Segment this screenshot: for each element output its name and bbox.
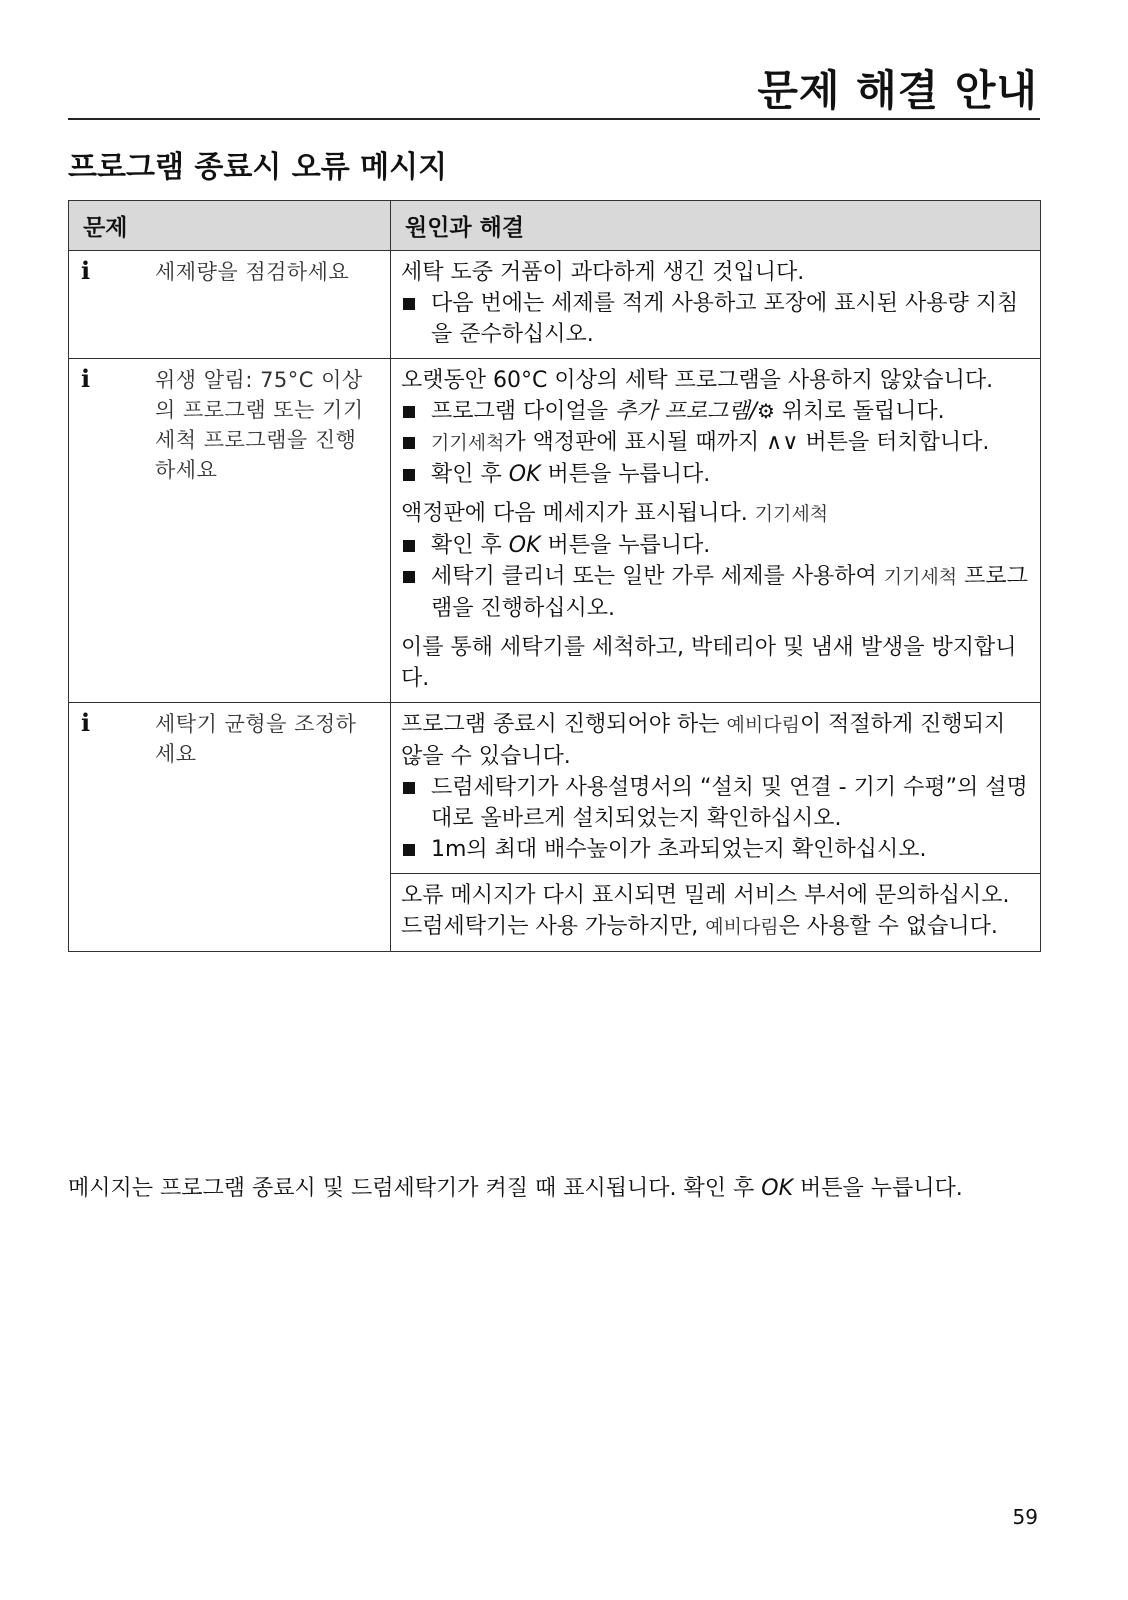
list-item: 확인 후 OK 버튼을 누릅니다. (401, 530, 1032, 561)
bullet-square-icon (403, 298, 415, 310)
cause-paragraph: 오류 메시지가 다시 표시되면 밀레 서비스 부서에 문의하십시오. 드럼세탁기는 사용 가능하지만, 예비다림은 사용할 수 없습니다. (401, 883, 1010, 939)
column-header-cause: 원인과 해결 (391, 201, 1041, 251)
display-message: 위생 알림: 75°C 이상의 프로그램 또는 기기세척 프로그램을 진행하세요 (155, 368, 364, 482)
cause-intro: 프로그램 종료시 진행되어야 하는 예비다림이 적절하게 진행되지 않을 수 있습니다. (401, 712, 1006, 769)
cause-cell (391, 874, 1041, 952)
list-item: 다음 번에는 세제를 적게 사용하고 포장에 표시된 사용량 지침을 준수하십시오. (401, 288, 1032, 350)
bullet-square-icon (403, 469, 415, 481)
list-item: 기기세척가 액정판에 표시될 때까지 ∧∨ 버튼을 터치합니다. (401, 427, 1032, 459)
gear-icon: ⚙ (756, 399, 775, 423)
footnote: 메시지는 프로그램 종료시 및 드럼세탁기가 켜질 때 표시됩니다. 확인 후 OK 버튼을 누릅니다. (68, 1176, 963, 1201)
table-row (69, 251, 1041, 359)
list-item: 드럼세탁기가 사용설명서의 “설치 및 연결 - 기기 수평”의 설명대로 올바르게 설치되었는지 확인하십시오. (401, 772, 1032, 834)
list-item: 세탁기 클리너 또는 일반 가루 세제를 사용하여 기기세척 프로그램을 진행하십시오. (401, 561, 1032, 624)
page-header-title: 문제 해결 안내 (757, 66, 1038, 115)
header-divider (68, 118, 1040, 120)
table-header-row (69, 201, 1041, 251)
bullet-square-icon (403, 782, 415, 794)
bullet-square-icon (403, 437, 415, 449)
list-item: 확인 후 OK 버튼을 누릅니다. (401, 459, 1032, 490)
bullet-square-icon (403, 844, 415, 856)
info-icon: i (81, 364, 91, 393)
cause-paragraph: 액정판에 다음 메세지가 표시됩니다. 기기세척 (401, 501, 829, 526)
table-row (69, 703, 1041, 874)
column-header-problem: 문제 (69, 201, 391, 251)
cause-cell (391, 703, 1041, 874)
table-row (69, 359, 1041, 703)
info-icon: i (81, 256, 91, 285)
cause-cell (391, 359, 1041, 703)
display-message: 세탁기 균형을 조정하세요 (155, 712, 357, 766)
cause-cell (391, 251, 1041, 359)
troubleshooting-table (68, 200, 1041, 952)
problem-cell (69, 703, 391, 952)
list-item: 프로그램 다이얼을 추가 프로그램/⚙ 위치로 돌립니다. (401, 396, 1032, 427)
bullet-square-icon (403, 540, 415, 552)
cause-intro: 세탁 도중 거품이 과다하게 생긴 것입니다. (401, 260, 805, 285)
bullet-square-icon (403, 406, 415, 418)
problem-cell (69, 359, 391, 703)
bullet-square-icon (403, 571, 415, 583)
cause-intro: 오랫동안 60°C 이상의 세탁 프로그램을 사용하지 않았습니다. (401, 368, 994, 393)
section-title: 프로그램 종료시 오류 메시지 (68, 150, 448, 185)
list-item: 1m의 최대 배수높이가 초과되었는지 확인하십시오. (401, 834, 1032, 865)
info-icon: i (81, 708, 91, 737)
cause-paragraph: 이를 통해 세탁기를 세척하고, 박테리아 및 냄새 발생을 방지합니다. (401, 635, 1017, 691)
page-number: 59 (1012, 1505, 1038, 1529)
problem-cell (69, 251, 391, 359)
display-message: 세제량을 점검하세요 (155, 260, 350, 284)
